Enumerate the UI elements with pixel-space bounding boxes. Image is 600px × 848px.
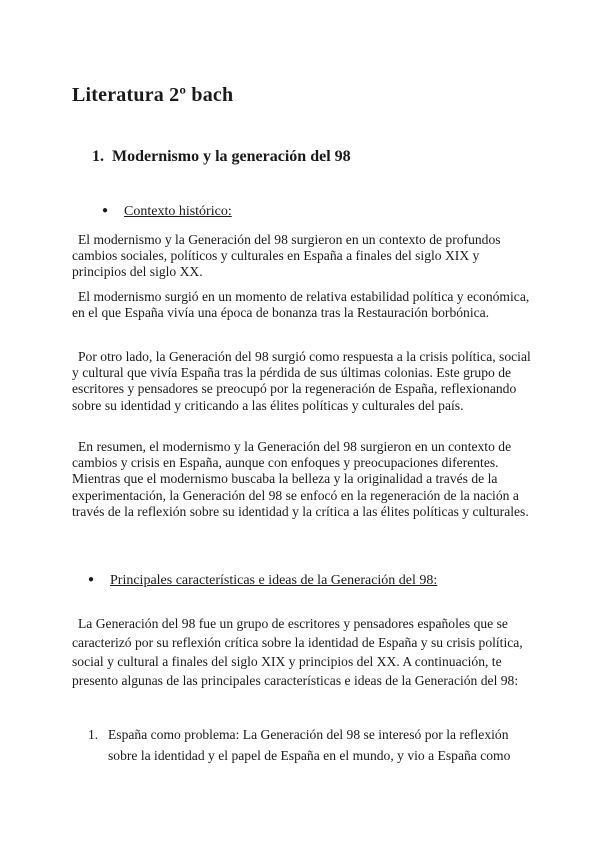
list-item-text: España como problema: La Generación del 98 se interesó por la reflexión sobre la identidad y el papel de España en el mundo, y vio a España como (108, 727, 511, 763)
context-bullet-label: Contexto histórico: (124, 204, 232, 219)
document-title: Literatura 2º bach (72, 84, 234, 106)
characteristics-intro: La Generación del 98 fue un grupo de escritores y pensadores españoles que se caracterizó por su reflexión crítica sobre la identidad de España y su crisis política, social y cultural a finales del siglo XIX y principios del XX. A continuación, te presento algunas de las principales características e ideas de la Generación del 98: (72, 616, 523, 688)
list-item-number: 1. (88, 727, 99, 742)
characteristics-bullet (88, 573, 437, 589)
bullet-icon: ● (102, 205, 109, 216)
context-bullet (102, 204, 232, 220)
context-paragraph-4: En resumen, el modernismo y la Generación del 98 surgieron en un contexto de cambios y crisis en España, aunque con enfoques y preocupaciones diferentes. Mientras que el modernismo buscaba la belleza y la originalidad a través de la experimentación, la Generación del 98 se enfocó en la regeneración de la nación a través de la reflexión sobre su identidad y la crítica a las élites políticas y culturales. (72, 439, 529, 519)
context-paragraph-2: El modernismo surgió en un momento de relativa estabilidad política y económica, en el que España vivía una época de bonanza tras la Restauración borbónica. (72, 289, 530, 321)
section-heading (92, 148, 351, 166)
list-item (88, 724, 528, 766)
bullet-icon: ● (88, 574, 95, 585)
section-heading-text: Modernismo y la generación del 98 (112, 148, 351, 165)
characteristics-bullet-label: Principales características e ideas de la Generación del 98: (110, 573, 438, 588)
context-paragraph-3: Por otro lado, la Generación del 98 surgió como respuesta a la crisis política, social y cultural que vivía España tras la pérdida de sus últimas colonias. Este grupo de escritores y pensadores se preocupó por la regeneración de España, reflexionando sobre su identidad y criticando a las élites políticas y culturales del país. (72, 349, 531, 413)
context-paragraph-1: El modernismo y la Generación del 98 surgieron en un contexto de profundos cambios sociales, políticos y culturales en España a finales del siglo XIX y principios del siglo XX. (72, 232, 501, 280)
section-number: 1. (92, 148, 104, 165)
